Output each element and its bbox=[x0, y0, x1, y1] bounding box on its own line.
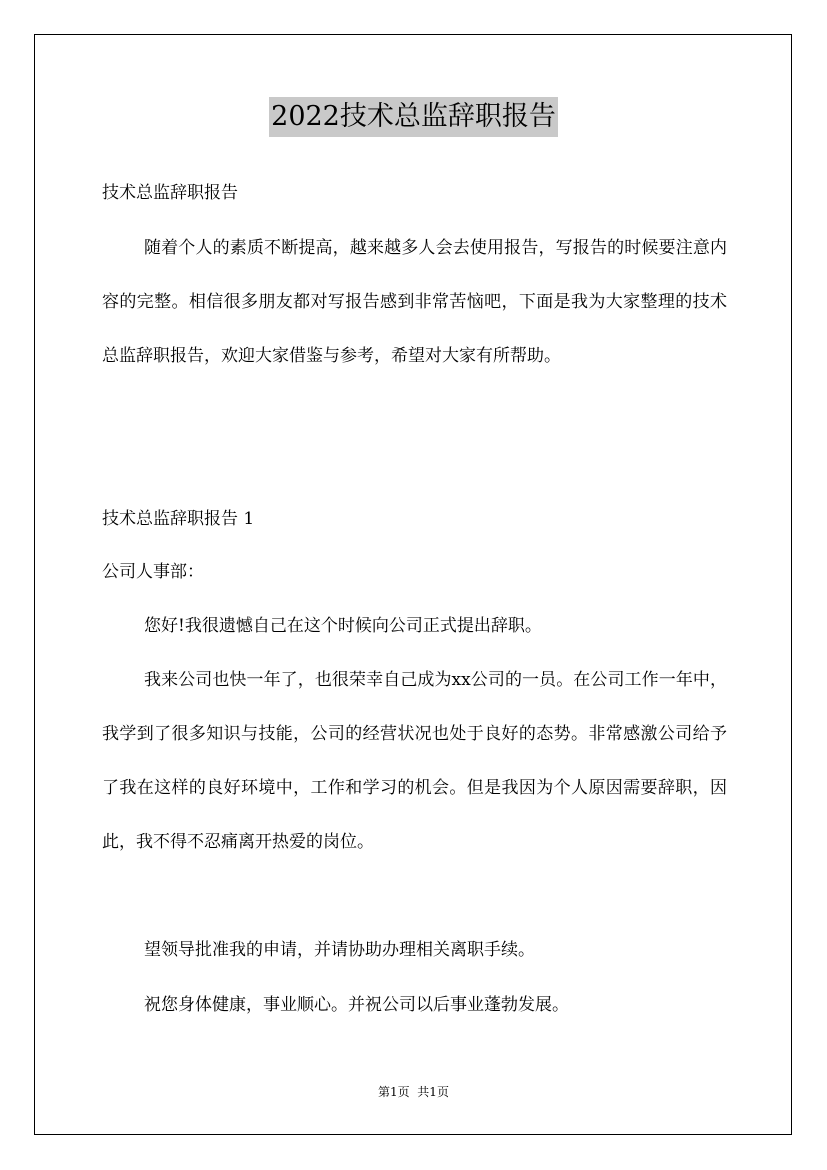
document-title: 2022技术总监辞职报告 bbox=[269, 97, 558, 137]
body-paragraph-2: 我来公司也快一年了，也很荣幸自己成为xx公司的一员。在公司工作一年中，我学到了很多知识与技能，公司的经营状况也处于良好的态势。非常感激公司给予了我在这样的良好环境中，工作和学习的机会。但是我因为个人原因需要辞职，因此，我不得不忍痛离开热爱的岗位。 bbox=[102, 670, 727, 852]
body-paragraph-1: 您好!我很遗憾自己在这个时候向公司正式提出辞职。 bbox=[144, 616, 542, 636]
page-footer bbox=[0, 1083, 827, 1100]
title-container bbox=[0, 97, 827, 137]
section-heading: 技术总监辞职报告 1 bbox=[102, 509, 255, 529]
document-subtitle: 技术总监辞职报告 bbox=[102, 183, 238, 203]
intro-paragraph: 随着个人的素质不断提高，越来越多人会去使用报告，写报告的时候要注意内容的完整。相信很多朋友都对写报告感到非常苦恼吧，下面是我为大家整理的技术总监辞职报告，欢迎大家借鉴与参考，希望对大家有所帮助。 bbox=[102, 238, 727, 366]
salutation: 公司人事部： bbox=[102, 562, 204, 582]
page-number: 第1页 共1页 bbox=[378, 1085, 449, 1099]
body-paragraph-4: 祝您身体健康，事业顺心。并祝公司以后事业蓬勃发展。 bbox=[144, 995, 569, 1015]
body-paragraph-3: 望领导批准我的申请，并请协助办理相关离职手续。 bbox=[144, 940, 535, 960]
